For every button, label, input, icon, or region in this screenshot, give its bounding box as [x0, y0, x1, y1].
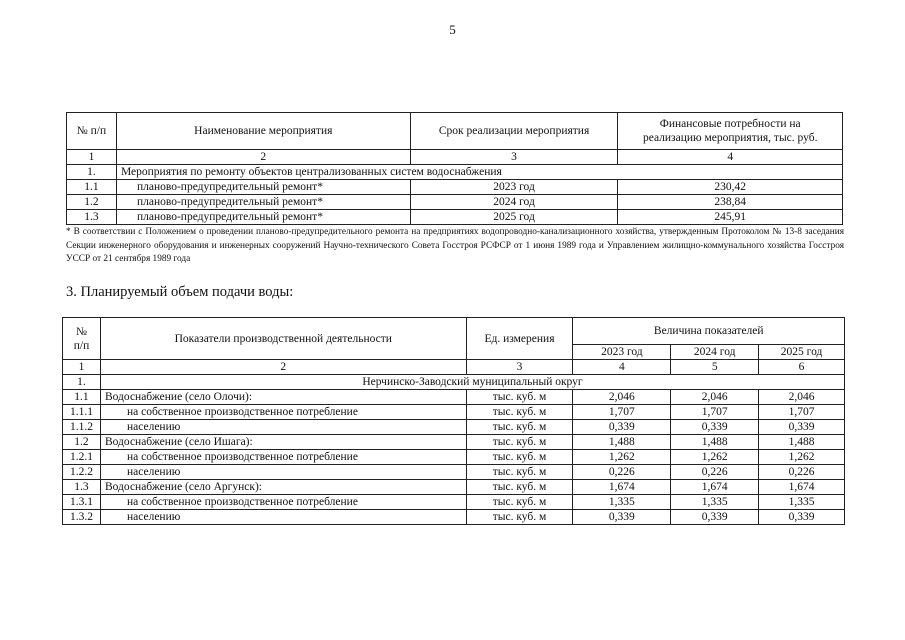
- row-num: 1.2.1: [63, 450, 101, 465]
- row-num: 1.2.2: [63, 465, 101, 480]
- row-num: 1.3.1: [63, 495, 101, 510]
- row-num: 1.1: [63, 390, 101, 405]
- table-header-row: [63, 318, 845, 345]
- table-row: [63, 480, 845, 495]
- region-row: [63, 375, 845, 390]
- row-unit: тыс. куб. м: [466, 450, 573, 465]
- region-num: 1.: [63, 375, 101, 390]
- column-numbers-row: [63, 360, 845, 375]
- header-num: № п/п: [63, 318, 101, 360]
- row-num: 1.3: [63, 480, 101, 495]
- row-term: 2025 год: [410, 210, 618, 225]
- col-number: 2: [116, 150, 410, 165]
- repair-measures-table: [66, 112, 843, 225]
- row-unit: тыс. куб. м: [466, 420, 573, 435]
- header-unit: Ед. измерения: [466, 318, 573, 360]
- row-amount: 230,42: [618, 180, 843, 195]
- row-unit: тыс. куб. м: [466, 465, 573, 480]
- row-value-2025: 0,226: [759, 465, 845, 480]
- row-num: 1.2: [63, 435, 101, 450]
- row-term: 2023 год: [410, 180, 618, 195]
- row-unit: тыс. куб. м: [466, 405, 573, 420]
- table-row: [67, 195, 843, 210]
- table-row: [63, 450, 845, 465]
- table-row: [63, 420, 845, 435]
- row-name: населению: [100, 420, 466, 435]
- row-name: Водоснабжение (село Олочи):: [100, 390, 466, 405]
- row-value-2023: 1,262: [573, 450, 671, 465]
- row-term: 2024 год: [410, 195, 618, 210]
- row-num: 1.1.2: [63, 420, 101, 435]
- page-number: 5: [449, 22, 456, 37]
- row-value-2023: 1,707: [573, 405, 671, 420]
- row-value-2025: 0,339: [759, 510, 845, 525]
- row-name: населению: [100, 510, 466, 525]
- row-name: Водоснабжение (село Ишага):: [100, 435, 466, 450]
- header-value: Величина показателей: [573, 318, 845, 345]
- row-value-2025: 1,488: [759, 435, 845, 450]
- row-num: 1.3.2: [63, 510, 101, 525]
- table-row: [63, 405, 845, 420]
- section-heading: 3. Планируемый объем подачи воды:: [66, 284, 294, 300]
- col-number: 1: [67, 150, 117, 165]
- row-value-2025: 2,046: [759, 390, 845, 405]
- row-name: планово-предупредительный ремонт*: [116, 210, 410, 225]
- header-indicator: Показатели производственной деятельности: [100, 318, 466, 360]
- row-num: 1.2: [67, 195, 117, 210]
- col-number: 3: [410, 150, 618, 165]
- row-name: Водоснабжение (село Аргунск):: [100, 480, 466, 495]
- header-year: 2025 год: [759, 345, 845, 360]
- row-value-2024: 2,046: [671, 390, 759, 405]
- row-value-2025: 1,707: [759, 405, 845, 420]
- row-num: 1.3: [67, 210, 117, 225]
- table-row: [63, 465, 845, 480]
- row-value-2023: 1,335: [573, 495, 671, 510]
- section-title: Мероприятия по ремонту объектов централизованных систем водоснабжения: [116, 165, 842, 180]
- header-num: № п/п: [67, 113, 117, 150]
- row-name: населению: [100, 465, 466, 480]
- row-unit: тыс. куб. м: [466, 435, 573, 450]
- row-value-2024: 1,335: [671, 495, 759, 510]
- row-value-2024: 1,674: [671, 480, 759, 495]
- header-financial-needs: Финансовые потребности на реализацию мероприятия, тыс. руб.: [618, 113, 843, 150]
- table-row: [67, 180, 843, 195]
- row-unit: тыс. куб. м: [466, 480, 573, 495]
- table-row: [63, 510, 845, 525]
- row-name: на собственное производственное потребление: [100, 450, 466, 465]
- row-num: 1.1.1: [63, 405, 101, 420]
- header-term: Срок реализации мероприятия: [410, 113, 618, 150]
- table-row: [63, 435, 845, 450]
- table-row: [67, 210, 843, 225]
- row-value-2025: 0,339: [759, 420, 845, 435]
- row-value-2025: 1,262: [759, 450, 845, 465]
- section-row: [67, 165, 843, 180]
- col-number: 4: [618, 150, 843, 165]
- col-number: 1: [63, 360, 101, 375]
- col-number: 6: [759, 360, 845, 375]
- row-unit: тыс. куб. м: [466, 510, 573, 525]
- row-value-2023: 1,488: [573, 435, 671, 450]
- header-year: 2023 год: [573, 345, 671, 360]
- row-unit: тыс. куб. м: [466, 390, 573, 405]
- row-value-2024: 0,339: [671, 420, 759, 435]
- row-value-2023: 0,226: [573, 465, 671, 480]
- row-value-2025: 1,335: [759, 495, 845, 510]
- row-name: на собственное производственное потребление: [100, 405, 466, 420]
- row-value-2024: 1,262: [671, 450, 759, 465]
- row-value-2023: 0,339: [573, 420, 671, 435]
- row-amount: 245,91: [618, 210, 843, 225]
- header-measure-name: Наименование мероприятия: [116, 113, 410, 150]
- region-name: Нерчинско-Заводский муниципальный округ: [100, 375, 844, 390]
- section-num: 1.: [67, 165, 117, 180]
- row-value-2025: 1,674: [759, 480, 845, 495]
- row-unit: тыс. куб. м: [466, 495, 573, 510]
- table-row: [63, 495, 845, 510]
- row-value-2023: 0,339: [573, 510, 671, 525]
- row-num: 1.1: [67, 180, 117, 195]
- water-supply-volume-table: [62, 317, 845, 525]
- row-value-2024: 0,339: [671, 510, 759, 525]
- row-value-2023: 1,674: [573, 480, 671, 495]
- row-value-2024: 1,488: [671, 435, 759, 450]
- row-value-2024: 1,707: [671, 405, 759, 420]
- row-value-2024: 0,226: [671, 465, 759, 480]
- row-amount: 238,84: [618, 195, 843, 210]
- footnote: * В соответствии с Положением о проведении планово-предупредительного ремонта на предприятиях водопроводно-канализационного хозяйства, утвержденным Протоколом № 13-8 заседания Секции инженерного оборудования и инженерных сооружений Научно-технического Совета Госстроя РСФСР от 1 июня 1989 года и Управлением жилищно-коммунального хозяйства Госстроя УССР от 21 сентября 1989 года: [66, 227, 844, 264]
- row-value-2023: 2,046: [573, 390, 671, 405]
- column-numbers-row: [67, 150, 843, 165]
- col-number: 2: [100, 360, 466, 375]
- row-name: планово-предупредительный ремонт*: [116, 180, 410, 195]
- table-row: [63, 390, 845, 405]
- row-name: на собственное производственное потребление: [100, 495, 466, 510]
- row-name: планово-предупредительный ремонт*: [116, 195, 410, 210]
- col-number: 4: [573, 360, 671, 375]
- table-header-row: [67, 113, 843, 150]
- header-year: 2024 год: [671, 345, 759, 360]
- col-number: 5: [671, 360, 759, 375]
- col-number: 3: [466, 360, 573, 375]
